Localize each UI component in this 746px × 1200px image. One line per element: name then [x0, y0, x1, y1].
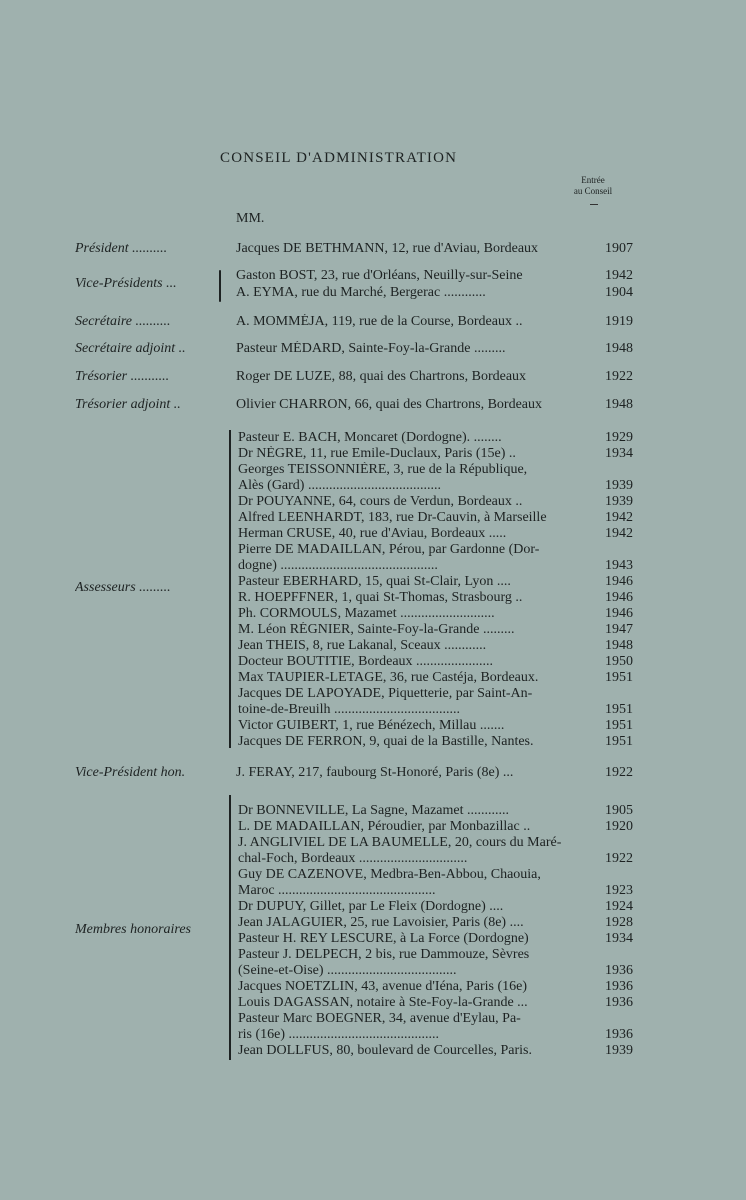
entry-year: 1928	[605, 915, 633, 930]
member-entry: Dr BONNEVILLE, La Sagne, Mazamet ............	[238, 803, 509, 818]
role-label: Trésorier adjoint ..	[75, 397, 181, 412]
member-entry: Alès (Gard) ......................................	[238, 478, 441, 493]
member-entry: Pasteur MÉDARD, Sainte-Foy-la-Grande .........	[236, 341, 506, 356]
entry-year: 1951	[605, 670, 633, 685]
entry-year: 1951	[605, 702, 633, 717]
role-label: Trésorier ...........	[75, 369, 170, 384]
member-entry: Pasteur J. DELPECH, 2 bis, rue Dammouze, Sèvres	[238, 947, 530, 962]
entry-year: 1934	[605, 446, 633, 461]
entry-year: 1922	[605, 851, 633, 866]
entry-year: 1936	[605, 963, 633, 978]
entry-year: 1942	[605, 526, 633, 541]
member-entry: Jacques DE LAPOYADE, Piquetterie, par Saint-An-	[238, 686, 533, 701]
member-entry: A. EYMA, rue du Marché, Bergerac ............	[236, 285, 486, 300]
member-entry: Ph. CORMOULS, Mazamet ...........................	[238, 606, 495, 621]
member-entry: Pasteur EBERHARD, 15, quai St-Clair, Lyon ....	[238, 574, 511, 589]
entry-year: 1942	[605, 510, 633, 525]
entry-year: 1936	[605, 1027, 633, 1042]
member-entry: Pasteur H. REY LESCURE, à La Force (Dordogne)	[238, 931, 529, 946]
divider	[590, 204, 598, 205]
member-entry: Pierre DE MADAILLAN, Pérou, par Gardonne (Dor-	[238, 542, 540, 557]
role-label: Membres honoraires	[75, 922, 192, 937]
entry-year: 1923	[605, 883, 633, 898]
member-entry: Max TAUPIER-LETAGE, 36, rue Castéja, Bordeaux.	[238, 670, 539, 685]
member-entry: Victor GUIBERT, 1, rue Bénézech, Millau .......	[238, 718, 505, 733]
brace	[229, 795, 231, 1060]
member-entry: M. Léon RÉGNIER, Sainte-Foy-la-Grande .........	[238, 622, 515, 637]
member-entry: J. ANGLIVIEL DE LA BAUMELLE, 20, cours du Maré-	[238, 835, 562, 850]
member-entry: L. DE MADAILLAN, Péroudier, par Monbazillac ..	[238, 819, 531, 834]
member-entry: Jacques NOETZLIN, 43, avenue d'Iéna, Paris (16e)	[238, 979, 528, 994]
entry-year: 1924	[605, 899, 633, 914]
entry-year: 1947	[605, 622, 633, 637]
entry-year: 1922	[605, 765, 633, 780]
role-label: Secrétaire adjoint ..	[75, 341, 186, 356]
role-label: Vice-Président hon.	[75, 765, 186, 780]
member-entry: Pasteur Marc BOEGNER, 34, avenue d'Eylau, Pa-	[238, 1011, 521, 1026]
entry-year: 1936	[605, 995, 633, 1010]
entry-year: 1946	[605, 606, 633, 621]
entry-year: 1948	[605, 341, 633, 356]
member-entry: chal-Foch, Bordeaux ...............................	[238, 851, 468, 866]
member-entry: Gaston BOST, 23, rue d'Orléans, Neuilly-sur-Seine	[236, 268, 523, 283]
role-label: Vice-Présidents ...	[75, 276, 177, 291]
entry-year: 1919	[605, 314, 633, 329]
member-entry: dogne) .............................................	[238, 558, 438, 573]
member-entry: Louis DAGASSAN, notaire à Ste-Foy-la-Grande ...	[238, 995, 528, 1010]
entry-year: 1936	[605, 979, 633, 994]
entry-year: 1948	[605, 397, 633, 412]
member-entry: Olivier CHARRON, 66, quai des Chartrons, Bordeaux	[236, 397, 543, 412]
entry-year: 1950	[605, 654, 633, 669]
member-entry: Dr POUYANNE, 64, cours de Verdun, Bordeaux ..	[238, 494, 523, 509]
member-entry: Maroc .............................................	[238, 883, 436, 898]
member-entry: Georges TEISSONNIÈRE, 3, rue de la République,	[238, 462, 528, 477]
entree-header: Entrée au Conseil	[573, 175, 613, 196]
entry-year: 1939	[605, 1043, 633, 1058]
entry-year: 1904	[605, 285, 633, 300]
member-entry: Docteur BOUTITIE, Bordeaux ......................	[238, 654, 494, 669]
entry-year: 1929	[605, 430, 633, 445]
mm-label: MM.	[236, 211, 265, 226]
member-entry: Jean JALAGUIER, 25, rue Lavoisier, Paris (8e) ....	[238, 915, 524, 930]
entry-year: 1920	[605, 819, 633, 834]
member-entry: Dr NÈGRE, 11, rue Emile-Duclaux, Paris (15e) ..	[238, 446, 516, 461]
member-entry: Jean THEIS, 8, rue Lakanal, Sceaux ............	[238, 638, 487, 653]
entry-year: 1951	[605, 734, 633, 749]
entry-year: 1951	[605, 718, 633, 733]
entry-year: 1943	[605, 558, 633, 573]
member-entry: Jacques DE FERRON, 9, quai de la Bastille, Nantes.	[238, 734, 534, 749]
member-entry: J. FERAY, 217, faubourg St-Honoré, Paris (8e) ...	[236, 765, 514, 780]
member-entry: (Seine-et-Oise) .....................................	[238, 963, 457, 978]
member-entry: Pasteur E. BACH, Moncaret (Dordogne). ........	[238, 430, 502, 445]
entry-year: 1948	[605, 638, 633, 653]
member-entry: Jacques DE BETHMANN, 12, rue d'Aviau, Bordeaux	[236, 241, 539, 256]
member-entry: Jean DOLLFUS, 80, boulevard de Courcelles, Paris.	[238, 1043, 532, 1058]
brace	[229, 430, 231, 748]
entry-year: 1934	[605, 931, 633, 946]
entry-year: 1946	[605, 574, 633, 589]
member-entry: A. MOMMÉJA, 119, rue de la Course, Bordeaux ..	[236, 314, 523, 329]
entry-year: 1946	[605, 590, 633, 605]
entry-year: 1922	[605, 369, 633, 384]
member-entry: toine-de-Breuilh ....................................	[238, 702, 461, 717]
entry-year: 1942	[605, 268, 633, 283]
role-label: Assesseurs .........	[75, 580, 171, 595]
role-label: Président ..........	[75, 241, 168, 256]
brace	[219, 270, 221, 302]
member-entry: Guy DE CAZENOVE, Medbra-Ben-Abbou, Chaouia,	[238, 867, 541, 882]
member-entry: Roger DE LUZE, 88, quai des Chartrons, Bordeaux	[236, 369, 527, 384]
member-entry: Dr DUPUY, Gillet, par Le Fleix (Dordogne) ....	[238, 899, 504, 914]
page-title: CONSEIL D'ADMINISTRATION	[220, 150, 458, 166]
role-label: Secrétaire ..........	[75, 314, 171, 329]
member-entry: R. HOEPFFNER, 1, quai St-Thomas, Strasbourg ..	[238, 590, 523, 605]
member-entry: Herman CRUSE, 40, rue d'Aviau, Bordeaux .....	[238, 526, 507, 541]
member-entry: Alfred LEENHARDT, 183, rue Dr-Cauvin, à Marseille	[238, 510, 547, 525]
entry-year: 1907	[605, 241, 633, 256]
entry-year: 1939	[605, 478, 633, 493]
entry-year: 1939	[605, 494, 633, 509]
member-entry: ris (16e) ...........................................	[238, 1027, 440, 1042]
entry-year: 1905	[605, 803, 633, 818]
